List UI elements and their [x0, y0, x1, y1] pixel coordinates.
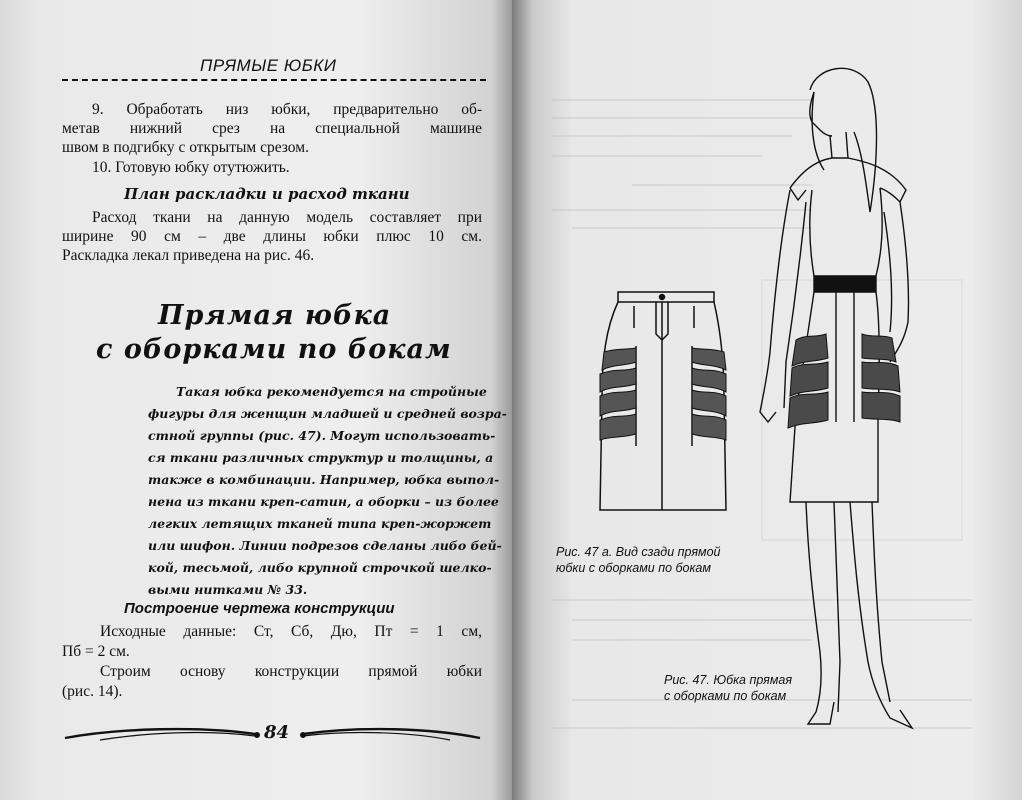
layout-line-1: Расход ткани на данную модель составляет при: [92, 209, 482, 226]
caption-front-line-2: с оборками по бокам: [664, 689, 787, 703]
layout-line-3: Раскладка лекал приведена на рис. 46.: [62, 247, 315, 264]
page-number: 84: [264, 722, 290, 743]
right-page: [512, 0, 1022, 800]
description-line-9: кой, тесьмой, либо крупной строчкой шелко-: [148, 560, 492, 575]
description-line-10: выми нитками № 33.: [148, 582, 308, 597]
caption-back-line-2: юбки с оборками по бокам: [556, 561, 711, 575]
build-line-2: (рис. 14).: [62, 683, 123, 700]
step-9-line-1: 9. Обработать низ юбки, предварительно об-: [92, 101, 482, 118]
description-line-2: фигуры для женщин младшей и средней возра-: [148, 406, 507, 421]
skirt-back-view-drawing: [596, 288, 746, 518]
description-line-3: стной группы (рис. 47). Могут использовать-: [148, 428, 496, 443]
step-10: 10. Готовую юбку отутюжить.: [92, 159, 290, 176]
description-line-8: или шифон. Линии подрезов сделаны либо бей-: [148, 538, 502, 553]
description-line-4: ся ткани различных структур и толщины, а: [148, 450, 494, 465]
caption-front-line-1: Рис. 47. Юбка прямая: [664, 673, 793, 687]
construction-heading: Построение чертежа конструкции: [124, 600, 395, 617]
caption-back-line-1: Рис. 47 а. Вид сзади прямой: [556, 545, 721, 559]
input-data-line-2: Пб = 2 см.: [62, 643, 130, 660]
build-line-1: Строим основу конструкции прямой юбки: [100, 663, 482, 680]
step-9-line-3: швом в подгибку с открытым срезом.: [62, 139, 309, 156]
description-line-6: нена из ткани креп-сатин, а оборки – из более: [148, 494, 499, 509]
fashion-figure-drawing: [750, 62, 950, 742]
header-rule: [62, 79, 486, 81]
layout-heading: План раскладки и расход ткани: [124, 185, 410, 203]
section-title-line-2: с оборками по бокам: [96, 334, 452, 365]
description-line-1: Такая юбка рекомендуется на стройные: [176, 384, 487, 399]
layout-line-2: ширине 90 см – две длины юбки плюс 10 см.: [62, 228, 482, 245]
step-9-line-2: метав нижний срез на специальной машине: [62, 120, 482, 137]
running-header: ПРЯМЫЕ ЮБКИ: [200, 56, 337, 75]
section-title-line-1: Прямая юбка: [158, 300, 392, 331]
description-line-7: легких летящих тканей типа креп-жоржет: [148, 516, 492, 531]
description-line-5: также в комбинации. Например, юбка выпол-: [148, 472, 500, 487]
input-data-line-1: Исходные данные: Ст, Сб, Дю, Пт = 1 см,: [100, 623, 482, 640]
